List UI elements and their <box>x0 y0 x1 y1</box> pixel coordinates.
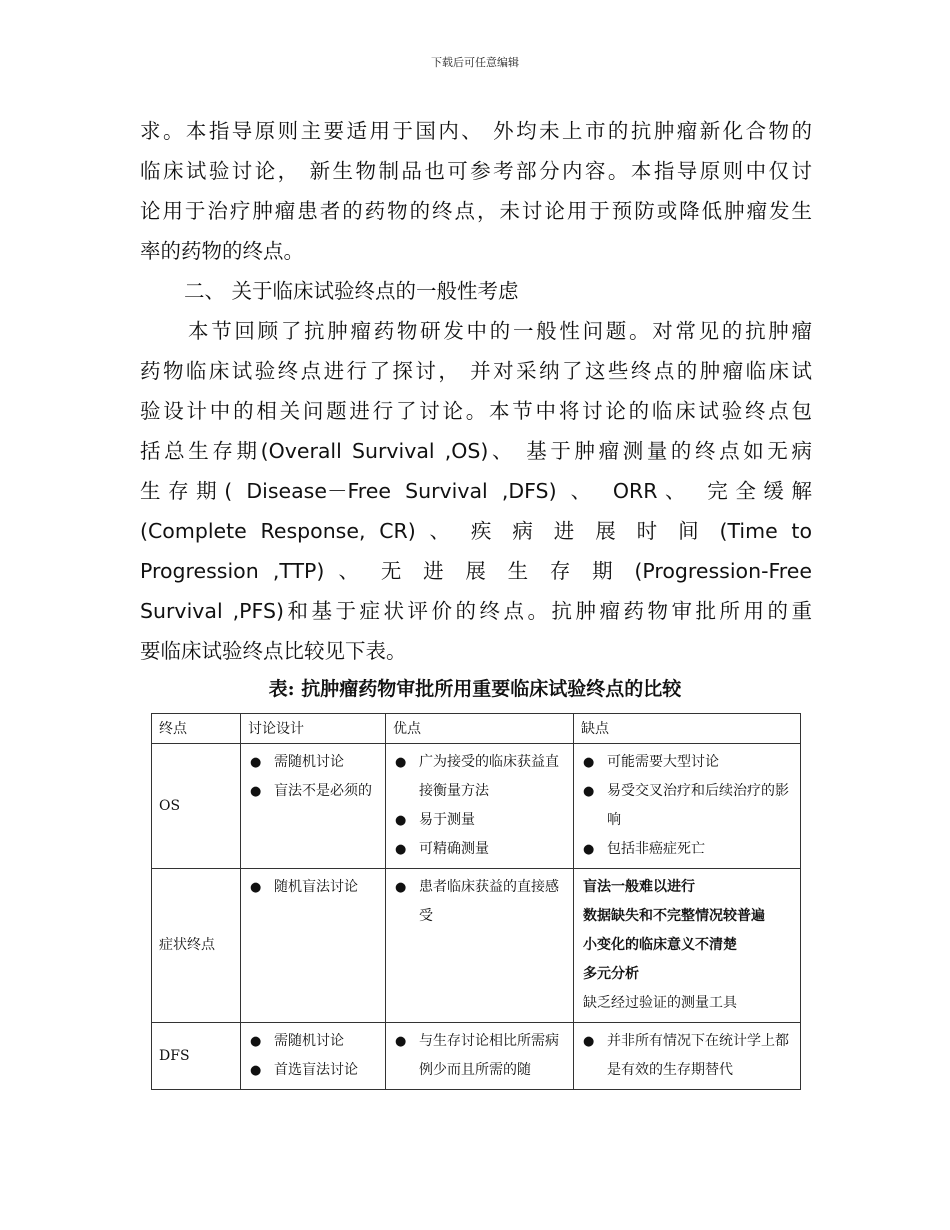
page-header: 下载后可任意编辑 <box>431 56 519 69</box>
table-row <box>152 744 801 869</box>
bullet-item: ● 广为接受的临床获益直接衡量方法 <box>393 748 566 806</box>
cons-text: 盲法一般难以进行 <box>583 879 695 895</box>
column-header: 缺点 <box>574 714 801 744</box>
column-header: 终点 <box>152 714 241 744</box>
cons-cell <box>574 1023 801 1090</box>
endpoint-comparison-table <box>151 713 801 1090</box>
column-header: 优点 <box>386 714 574 744</box>
bullet-item: ● 首选盲法讨论 <box>248 1056 378 1085</box>
section-line: (Complete Response, CR) 、 疾 病 进 展 时 间 (Time to <box>140 519 812 543</box>
section-line: 括总生存期(Overall Survival ,OS)、 基于肿瘤测量的终点如无病 <box>140 439 812 463</box>
bullet-item: ● 可能需要大型讨论 <box>581 748 793 777</box>
section-line: 本节回顾了抗肿瘤药物研发中的一般性问题。对常见的抗肿瘤 <box>188 319 812 343</box>
bullet-item: ● 需随机讨论 <box>248 748 378 777</box>
pros-cell <box>386 744 574 869</box>
table-header-row <box>152 714 801 744</box>
paragraph-line: 率的药物的终点。 <box>140 239 304 263</box>
body-text <box>140 111 812 671</box>
bullet-item: ● 患者临床获益的直接感受 <box>393 873 566 931</box>
paragraph-line: 论用于治疗肿瘤患者的药物的终点，未讨论用于预防或降低肿瘤发生 <box>140 199 812 223</box>
endpoint-cell: 症状终点 <box>152 869 241 1023</box>
table-row <box>152 1023 801 1090</box>
bullet-item: ● 包括非癌症死亡 <box>581 835 793 864</box>
bullet-item: ● 可精确测量 <box>393 835 566 864</box>
section-line: 药物临床试验终点进行了探讨， 并对采纳了这些终点的肿瘤临床试 <box>140 359 812 383</box>
paragraph-line: 求。本指导原则主要适用于国内、 外均未上市的抗肿瘤新化合物的 <box>140 119 812 143</box>
endpoint-cell: DFS <box>152 1023 241 1090</box>
design-cell <box>241 1023 386 1090</box>
cons-text: 数据缺失和不完整情况较普遍 <box>583 908 765 924</box>
cons-cell <box>574 869 801 1023</box>
cons-text: 多元分析 <box>583 966 639 982</box>
column-header: 讨论设计 <box>241 714 386 744</box>
bullet-item: ● 盲法不是必须的 <box>248 777 378 806</box>
pros-cell <box>386 1023 574 1090</box>
bullet-item: ● 并非所有情况下在统计学上都是有效的生存期替代 <box>581 1027 793 1085</box>
design-cell <box>241 744 386 869</box>
section-line: 要临床试验终点比较见下表。 <box>140 639 407 663</box>
design-cell <box>241 869 386 1023</box>
section-line: Progression ,TTP) 、 无 进 展 生 存 期 (Progression-Free <box>140 559 812 583</box>
cons-text: 缺乏经过验证的测量工具 <box>583 995 737 1011</box>
bullet-item: ● 与生存讨论相比所需病例少而且所需的随 <box>393 1027 566 1085</box>
bullet-item: ● 随机盲法讨论 <box>248 873 378 902</box>
table-title: 表: 抗肿瘤药物审批所用重要临床试验终点的比较 <box>268 678 682 700</box>
bullet-item: ● 需随机讨论 <box>248 1027 378 1056</box>
section-line: Survival ,PFS)和基于症状评价的终点。抗肿瘤药物审批所用的重 <box>140 599 812 623</box>
bullet-item: ● 易受交叉治疗和后续治疗的影响 <box>581 777 793 835</box>
cons-cell <box>574 744 801 869</box>
pros-cell <box>386 869 574 1023</box>
endpoint-cell: OS <box>152 744 241 869</box>
paragraph-line: 临床试验讨论， 新生物制品也可参考部分内容。本指导原则中仅讨 <box>140 159 812 183</box>
table-row <box>152 869 801 1023</box>
bullet-item: ● 易于测量 <box>393 806 566 835</box>
section-line: 验设计中的相关问题进行了讨论。本节中将讨论的临床试验终点包 <box>140 399 812 423</box>
section-line: 生存期( Disease－Free Survival ,DFS) 、 ORR、 完全缓解 <box>140 479 812 503</box>
section-heading: 二、 关于临床试验终点的一般性考虑 <box>184 279 519 303</box>
cons-text: 小变化的临床意义不清楚 <box>583 937 737 953</box>
